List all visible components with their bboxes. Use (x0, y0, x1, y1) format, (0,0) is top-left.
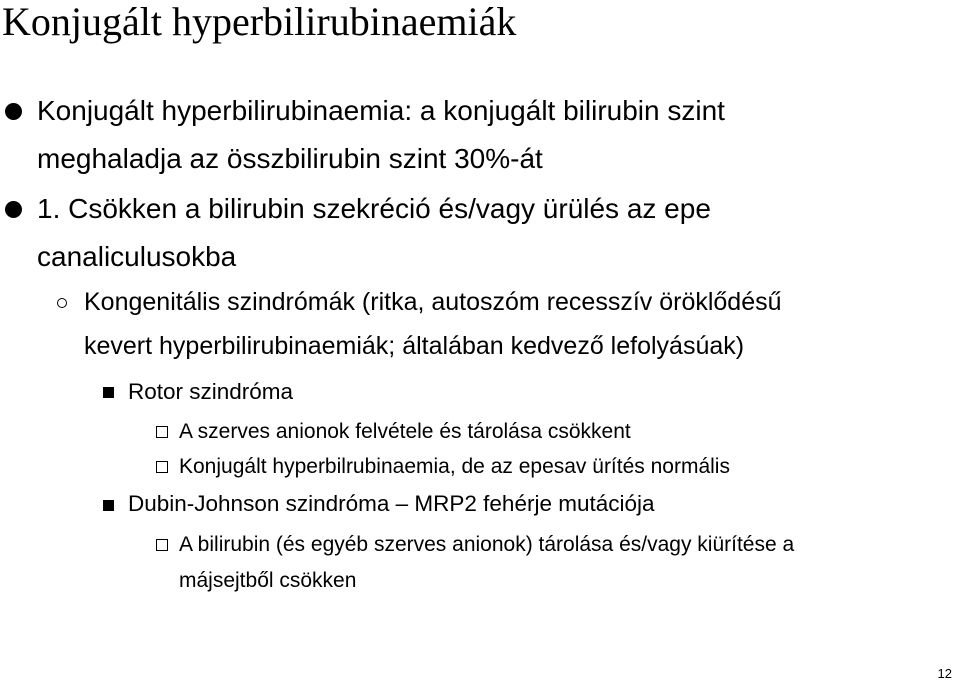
bullet-text-line: A bilirubin (és egyéb szerves anionok) tárolása és/vagy kiürítése a (179, 533, 795, 556)
bullet-text-line: Konjugált hyperbilirubinaemia: a konjugált bilirubin szint (37, 95, 725, 126)
filled-square-bullet-icon (103, 500, 114, 511)
bullet-text-line: canaliculusokba (37, 241, 237, 272)
bullet-text-line: Dubin-Johnson szindróma – MRP2 fehérje mutációja (128, 491, 655, 516)
filled-circle-bullet-icon (5, 201, 22, 218)
hollow-square-bullet-icon (156, 426, 168, 438)
slide-title: Konjugált hyperbilirubinaemiák (2, 0, 517, 44)
bullet-text-line: májsejtből csökken (179, 569, 357, 592)
filled-circle-bullet-icon (5, 103, 22, 120)
filled-square-bullet-icon (103, 387, 114, 398)
bullet-text-line: Konjugált hyperbilrubinaemia, de az epesav ürítés normális (179, 455, 730, 478)
bullet-text-line: A szerves anionok felvétele és tárolása csökkent (179, 420, 631, 443)
hollow-square-bullet-icon (156, 539, 168, 551)
bullet-text-line: kevert hyperbilirubinaemiák; általában kedvező lefolyásúak) (84, 332, 745, 360)
page-number: 12 (937, 666, 952, 681)
hollow-circle-bullet-icon (57, 298, 67, 308)
bullet-text-line: 1. Csökken a bilirubin szekréció és/vagy ürülés az epe (37, 193, 711, 224)
hollow-square-bullet-icon (156, 461, 168, 473)
bullet-text-line: Kongenitális szindrómák (ritka, autoszóm recesszív öröklődésű (84, 288, 782, 316)
bullet-text-line: meghaladja az összbilirubin szint 30%-át (37, 143, 543, 174)
bullet-text-line: Rotor szindróma (128, 379, 294, 404)
